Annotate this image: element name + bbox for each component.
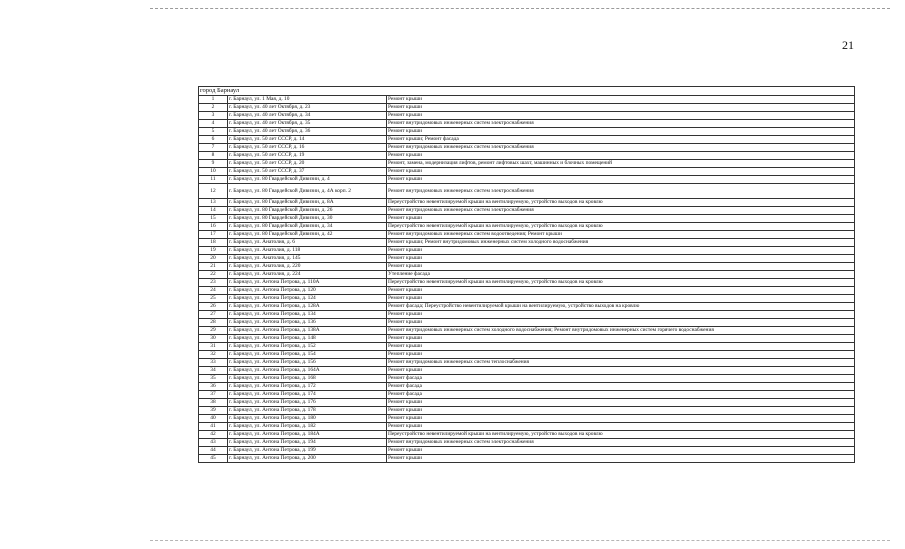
work-type-cell: Ремонт крыши xyxy=(387,335,855,343)
table-row xyxy=(199,184,855,199)
row-number: 18 xyxy=(199,239,228,247)
address-cell: г. Барнаул, ул. Антона Петрова, д. 180 xyxy=(228,415,387,423)
address-cell: г. Барнаул, ул. 50 лет СССР, д. 19 xyxy=(228,152,387,160)
row-number: 14 xyxy=(199,207,228,215)
table-row xyxy=(199,223,855,231)
row-number: 19 xyxy=(199,247,228,255)
work-type-cell: Ремонт внутридомовых инженерных систем электроснабжения xyxy=(387,144,855,152)
table-row xyxy=(199,327,855,335)
table-row xyxy=(199,104,855,112)
address-cell: г. Барнаул, ул. 80 Гвардейской Дивизии, д. 30 xyxy=(228,215,387,223)
address-cell: г. Барнаул, ул. Антона Петрова, д. 120 xyxy=(228,287,387,295)
row-number: 8 xyxy=(199,152,228,160)
row-number: 37 xyxy=(199,391,228,399)
address-cell: г. Барнаул, ул. Антона Петрова, д. 156 xyxy=(228,359,387,367)
address-cell: г. Барнаул, ул. 80 Гвардейской Дивизии, д. 26 xyxy=(228,207,387,215)
address-cell: г. Барнаул, ул. 1 Мая, д. 10 xyxy=(228,96,387,104)
work-type-cell: Ремонт внутридомовых инженерных систем холодного водоснабжения; Ремонт внутридомовых инженерных систем горячего водоснабжения xyxy=(387,327,855,335)
row-number: 22 xyxy=(199,271,228,279)
row-number: 6 xyxy=(199,136,228,144)
row-number: 44 xyxy=(199,447,228,455)
address-cell: г. Барнаул, ул. Антона Петрова, д. 134 xyxy=(228,311,387,319)
address-cell: г. Барнаул, ул. 50 лет СССР, д. 20 xyxy=(228,160,387,168)
table-row xyxy=(199,351,855,359)
address-cell: г. Барнаул, ул. 50 лет СССР, д. 37 xyxy=(228,168,387,176)
work-type-cell: Ремонт крыши xyxy=(387,152,855,160)
table-row xyxy=(199,375,855,383)
work-type-cell: Ремонт крыши xyxy=(387,455,855,463)
work-type-cell: Ремонт крыши xyxy=(387,311,855,319)
work-type-cell: Ремонт крыши; Ремонт внутридомовых инженерных систем холодного водоснабжения xyxy=(387,239,855,247)
address-cell: г. Барнаул, ул. Антона Петрова, д. 174 xyxy=(228,391,387,399)
address-cell: г. Барнаул, ул. Антона Петрова, д. 128А xyxy=(228,303,387,311)
row-number: 4 xyxy=(199,120,228,128)
table-row xyxy=(199,176,855,184)
table-row xyxy=(199,343,855,351)
table-row xyxy=(199,415,855,423)
row-number: 42 xyxy=(199,431,228,439)
work-type-cell: Ремонт крыши xyxy=(387,399,855,407)
table-row xyxy=(199,399,855,407)
table-row xyxy=(199,136,855,144)
table-row xyxy=(199,423,855,431)
work-type-cell: Ремонт фасада xyxy=(387,391,855,399)
table-row xyxy=(199,144,855,152)
work-type-cell: Ремонт внутридомовых инженерных систем водоотведения; Ремонт крыши xyxy=(387,231,855,239)
row-number: 1 xyxy=(199,96,228,104)
address-cell: г. Барнаул, ул. Антона Петрова, д. 182 xyxy=(228,423,387,431)
work-type-cell: Ремонт крыши xyxy=(387,343,855,351)
work-type-cell: Ремонт внутридомовых инженерных систем электроснабжения xyxy=(387,207,855,215)
row-number: 30 xyxy=(199,335,228,343)
row-number: 7 xyxy=(199,144,228,152)
row-number: 17 xyxy=(199,231,228,239)
address-cell: г. Барнаул, ул. Антона Петрова, д. 176 xyxy=(228,399,387,407)
row-number: 27 xyxy=(199,311,228,319)
work-type-cell: Ремонт внутридомовых инженерных систем электроснабжения xyxy=(387,120,855,128)
row-number: 21 xyxy=(199,263,228,271)
work-type-cell: Ремонт крыши xyxy=(387,247,855,255)
row-number: 12 xyxy=(199,184,228,199)
address-cell: г. Барнаул, ул. Антона Петрова, д. 136 xyxy=(228,319,387,327)
row-number: 28 xyxy=(199,319,228,327)
address-cell: г. Барнаул, ул. 80 Гвардейской Дивизии, д. 42 xyxy=(228,231,387,239)
table-row xyxy=(199,311,855,319)
row-number: 24 xyxy=(199,287,228,295)
table-row xyxy=(199,303,855,311)
row-number: 11 xyxy=(199,176,228,184)
address-cell: г. Барнаул, ул. 80 Гвардейской Дивизии, д. 4А корп. 2 xyxy=(228,184,387,199)
work-type-cell: Ремонт крыши xyxy=(387,255,855,263)
table-row xyxy=(199,287,855,295)
table-row xyxy=(199,247,855,255)
table-row xyxy=(199,447,855,455)
table-row xyxy=(199,391,855,399)
table-row xyxy=(199,439,855,447)
row-number: 45 xyxy=(199,455,228,463)
row-number: 25 xyxy=(199,295,228,303)
table-row xyxy=(199,255,855,263)
table-row xyxy=(199,215,855,223)
address-cell: г. Барнаул, ул. 80 Гвардейской Дивизии, д. 34 xyxy=(228,223,387,231)
address-cell: г. Барнаул, ул. 50 лет СССР, д. 16 xyxy=(228,144,387,152)
row-number: 9 xyxy=(199,160,228,168)
row-number: 35 xyxy=(199,375,228,383)
table-row xyxy=(199,383,855,391)
work-type-cell: Ремонт крыши xyxy=(387,168,855,176)
work-type-cell: Ремонт фасада xyxy=(387,375,855,383)
table-row xyxy=(199,359,855,367)
work-type-cell: Ремонт крыши xyxy=(387,415,855,423)
work-type-cell: Ремонт внутридомовых инженерных систем электроснабжения xyxy=(387,184,855,199)
row-number: 5 xyxy=(199,128,228,136)
row-number: 3 xyxy=(199,112,228,120)
work-type-cell: Ремонт крыши xyxy=(387,367,855,375)
row-number: 13 xyxy=(199,199,228,207)
address-cell: г. Барнаул, ул. Анатолия, д. 224 xyxy=(228,271,387,279)
address-cell: г. Барнаул, ул. 80 Гвардейской Дивизии, д. 4 xyxy=(228,176,387,184)
work-type-cell: Ремонт крыши xyxy=(387,407,855,415)
work-type-cell: Ремонт крыши xyxy=(387,447,855,455)
work-type-cell: Ремонт внутридомовых инженерных систем электроснабжения xyxy=(387,439,855,447)
scan-bottom-rule xyxy=(150,540,890,541)
address-cell: г. Барнаул, ул. Антона Петрова, д. 178 xyxy=(228,407,387,415)
table-row xyxy=(199,407,855,415)
table-row xyxy=(199,239,855,247)
row-number: 40 xyxy=(199,415,228,423)
row-number: 34 xyxy=(199,367,228,375)
work-type-cell: Переустройство невентилируемой крыши на вентилируемую, устройство выходов на кровлю xyxy=(387,199,855,207)
table-row xyxy=(199,128,855,136)
table-row xyxy=(199,271,855,279)
address-cell: г. Барнаул, ул. 40 лет Октября, д. 36 xyxy=(228,128,387,136)
table-row xyxy=(199,455,855,463)
work-type-cell: Ремонт внутридомовых инженерных систем теплоснабжения xyxy=(387,359,855,367)
table-row xyxy=(199,319,855,327)
work-type-cell: Ремонт крыши xyxy=(387,112,855,120)
address-cell: г. Барнаул, ул. Антона Петрова, д. 148 xyxy=(228,335,387,343)
row-number: 41 xyxy=(199,423,228,431)
table-row xyxy=(199,112,855,120)
work-type-cell: Ремонт крыши xyxy=(387,176,855,184)
work-type-cell: Ремонт крыши xyxy=(387,128,855,136)
table-row xyxy=(199,279,855,287)
table-row xyxy=(199,431,855,439)
address-cell: г. Барнаул, ул. Антона Петрова, д. 172 xyxy=(228,383,387,391)
work-type-cell: Ремонт крыши xyxy=(387,423,855,431)
work-type-cell: Ремонт фасада; Переустройство невентилируемой крыши на вентилируемую, устройство выходов на кровлю xyxy=(387,303,855,311)
table-row xyxy=(199,96,855,104)
address-cell: г. Барнаул, ул. Антона Петрова, д. 152 xyxy=(228,343,387,351)
work-type-cell: Ремонт крыши xyxy=(387,96,855,104)
work-type-cell: Ремонт крыши xyxy=(387,104,855,112)
work-type-cell: Ремонт крыши xyxy=(387,295,855,303)
table-row xyxy=(199,263,855,271)
row-number: 36 xyxy=(199,383,228,391)
table-row xyxy=(199,120,855,128)
row-number: 31 xyxy=(199,343,228,351)
address-cell: г. Барнаул, ул. Анатолия, д. 6 xyxy=(228,239,387,247)
address-cell: г. Барнаул, ул. Анатолия, д. 145 xyxy=(228,255,387,263)
work-type-cell: Переустройство невентилируемой крыши на вентилируемую, устройство выходов на кровлю xyxy=(387,223,855,231)
work-type-cell: Ремонт, замена, модернизация лифтов, ремонт лифтовых шахт, машинных и блочных помещений xyxy=(387,160,855,168)
work-list-table xyxy=(198,86,855,463)
scan-top-rule xyxy=(150,8,890,9)
table-row xyxy=(199,231,855,239)
row-number: 20 xyxy=(199,255,228,263)
work-type-cell: Переустройство невентилируемой крыши на вентилируемую, устройство выходов на кровлю xyxy=(387,279,855,287)
table-row xyxy=(199,152,855,160)
address-cell: г. Барнаул, ул. 40 лет Октября, д. 35 xyxy=(228,120,387,128)
address-cell: г. Барнаул, ул. Антона Петрова, д. 154 xyxy=(228,351,387,359)
table-row xyxy=(199,295,855,303)
address-cell: г. Барнаул, ул. Антона Петрова, д. 164А xyxy=(228,367,387,375)
address-cell: г. Барнаул, ул. Антона Петрова, д. 138А xyxy=(228,327,387,335)
work-type-cell: Ремонт крыши xyxy=(387,215,855,223)
work-type-cell: Ремонт фасада xyxy=(387,383,855,391)
address-cell: г. Барнаул, ул. 40 лет Октября, д. 23 xyxy=(228,104,387,112)
table-row xyxy=(199,199,855,207)
address-cell: г. Барнаул, ул. Антона Петрова, д. 194 xyxy=(228,439,387,447)
address-cell: г. Барнаул, ул. 80 Гвардейской Дивизии, д. 8А xyxy=(228,199,387,207)
address-cell: г. Барнаул, ул. Анатолия, д. 118 xyxy=(228,247,387,255)
row-number: 29 xyxy=(199,327,228,335)
work-type-cell: Переустройство невентилируемой крыши на вентилируемую, устройство выходов на кровлю xyxy=(387,431,855,439)
row-number: 32 xyxy=(199,351,228,359)
work-type-cell: Ремонт крыши xyxy=(387,351,855,359)
row-number: 38 xyxy=(199,399,228,407)
page-number: 21 xyxy=(842,38,854,52)
address-cell: г. Барнаул, ул. 40 лет Октября, д. 34 xyxy=(228,112,387,120)
work-type-cell: Ремонт крыши xyxy=(387,287,855,295)
address-cell: г. Барнаул, ул. 50 лет СССР, д. 14 xyxy=(228,136,387,144)
table-row xyxy=(199,335,855,343)
row-number: 23 xyxy=(199,279,228,287)
row-number: 16 xyxy=(199,223,228,231)
row-number: 43 xyxy=(199,439,228,447)
address-cell: г. Барнаул, ул. Антона Петрова, д. 168 xyxy=(228,375,387,383)
row-number: 39 xyxy=(199,407,228,415)
work-type-cell: Ремонт крыши xyxy=(387,263,855,271)
address-cell: г. Барнаул, ул. Антона Петрова, д. 110А xyxy=(228,279,387,287)
address-cell: г. Барнаул, ул. Антона Петрова, д. 184А xyxy=(228,431,387,439)
table-row xyxy=(199,160,855,168)
work-type-cell: Ремонт крыши; Ремонт фасада xyxy=(387,136,855,144)
works-table xyxy=(198,95,855,463)
table-row xyxy=(199,168,855,176)
address-cell: г. Барнаул, ул. Антона Петрова, д. 200 xyxy=(228,455,387,463)
row-number: 2 xyxy=(199,104,228,112)
row-number: 26 xyxy=(199,303,228,311)
address-cell: г. Барнаул, ул. Анатолия, д. 220 xyxy=(228,263,387,271)
address-cell: г. Барнаул, ул. Антона Петрова, д. 124 xyxy=(228,295,387,303)
table-row xyxy=(199,207,855,215)
work-type-cell: Утепление фасада xyxy=(387,271,855,279)
row-number: 10 xyxy=(199,168,228,176)
table-row xyxy=(199,367,855,375)
work-type-cell: Ремонт крыши xyxy=(387,319,855,327)
address-cell: г. Барнаул, ул. Антона Петрова, д. 199 xyxy=(228,447,387,455)
row-number: 15 xyxy=(199,215,228,223)
row-number: 33 xyxy=(199,359,228,367)
region-header: город Барнаул xyxy=(198,86,855,95)
